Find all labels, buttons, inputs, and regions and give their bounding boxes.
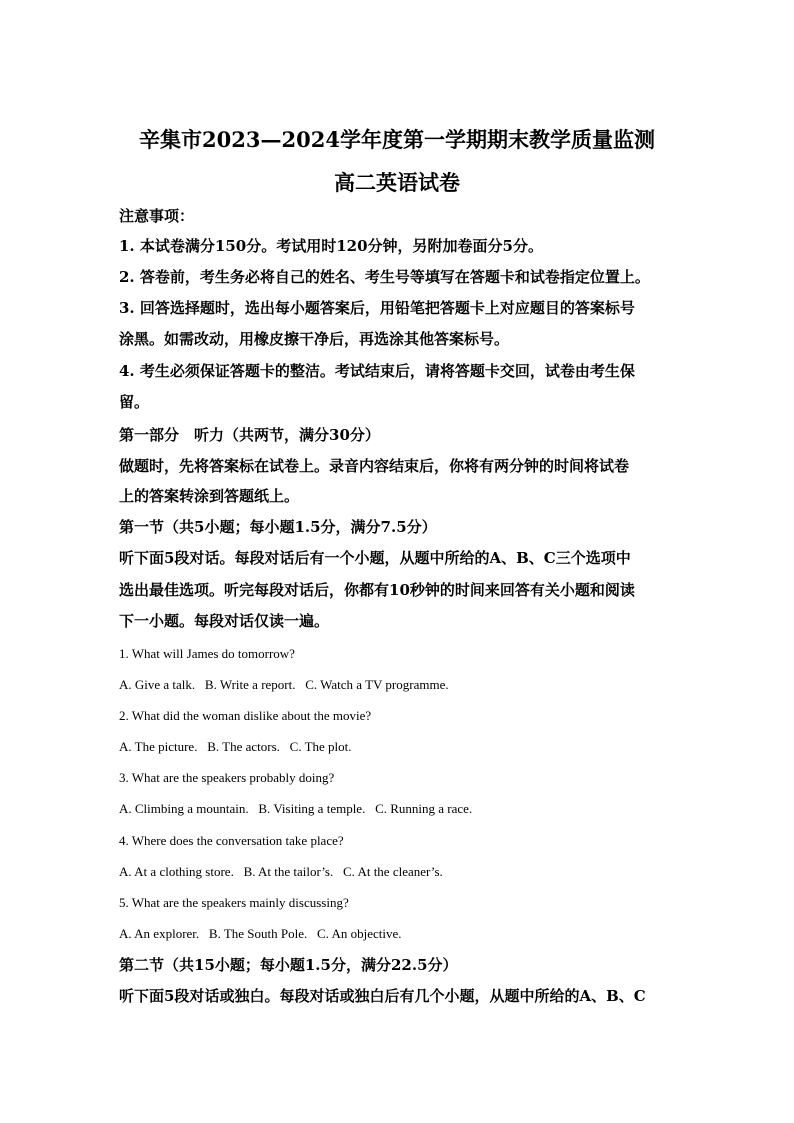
note-item: 3. 回答选择题时，选出每小题答案后，用铅笔把答题卡上对应题目的答案标号 [119, 299, 635, 317]
question-options: A. Climbing a mountain. B. Visiting a temple. C. Running a race. [119, 801, 473, 816]
question-options: A. Give a talk. B. Write a report. C. Watch a TV programme. [119, 677, 449, 692]
exam-subtitle: 高二英语试卷 [334, 170, 460, 195]
question-stem: 2. What did the woman dislike about the movie? [119, 708, 372, 723]
section1-instruction: 选出最佳选项。听完每段对话后，你都有10秒钟的时间来回答有关小题和阅读 [119, 581, 635, 599]
section1-instruction: 听下面5段对话。每段对话后有一个小题，从题中所给的A、B、C三个选项中 [119, 549, 631, 567]
question-options: A. At a clothing store. B. At the tailor’s. C. At the cleaner’s. [119, 864, 443, 879]
section2-heading: 第二节（共15小题；每小题1.5分，满分22.5分） [119, 956, 458, 974]
section2-instruction: 听下面5段对话或独白。每段对话或独白后有几个小题，从题中所给的A、B、C [119, 987, 646, 1005]
question-options: A. The picture. B. The actors. C. The plot. [119, 739, 352, 754]
note-item: 涂黑。如需改动，用橡皮擦干净后，再选涂其他答案标号。 [119, 330, 510, 348]
question-stem: 1. What will James do tomorrow? [119, 646, 295, 661]
question-stem: 3. What are the speakers probably doing? [119, 770, 335, 785]
section1-heading: 第一节（共5小题；每小题1.5分，满分7.5分） [119, 518, 437, 536]
question-options: A. An explorer. B. The South Pole. C. An objective. [119, 926, 402, 941]
part1-instruction: 上的答案转涂到答题纸上。 [119, 487, 300, 505]
note-item: 4. 考生必须保证答题卡的整洁。考试结束后，请将答题卡交回，试卷由考生保 [119, 362, 635, 380]
note-item: 2. 答卷前，考生务必将自己的姓名、考生号等填写在答题卡和试卷指定位置上。 [119, 268, 650, 286]
note-item: 留。 [119, 393, 150, 411]
section1-instruction: 下一小题。每段对话仅读一遍。 [119, 612, 330, 630]
question-stem: 4. Where does the conversation take place? [119, 833, 344, 848]
part1-heading: 第一部分 听力（共两节，满分30分） [119, 426, 380, 444]
part1-instruction: 做题时，先将答案标在试卷上。录音内容结束后，你将有两分钟的时间将试卷 [119, 457, 630, 475]
notes-heading: 注意事项： [119, 207, 195, 225]
question-stem: 5. What are the speakers mainly discussing? [119, 895, 349, 910]
note-item: 1. 本试卷满分150分。考试用时120分钟，另附加卷面分5分。 [119, 237, 543, 255]
exam-title: 辛集市2023—2024学年度第一学期期末教学质量监测 [139, 127, 655, 152]
